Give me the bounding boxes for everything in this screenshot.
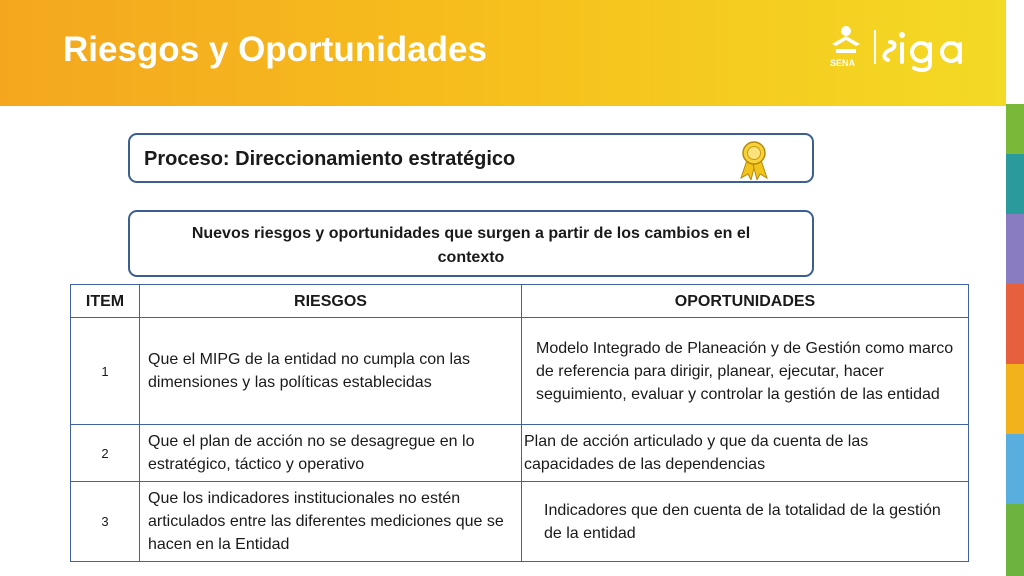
page-title: Riesgos y Oportunidades xyxy=(63,30,487,69)
header-riesgos: RIESGOS xyxy=(140,285,522,318)
decorative-side-stripe xyxy=(1006,0,1024,576)
header-bar xyxy=(0,0,1006,106)
process-title: Proceso: Direccionamiento estratégico xyxy=(144,148,516,170)
header-oportunidades: OPORTUNIDADES xyxy=(522,285,969,318)
row-item: 2 xyxy=(71,425,140,482)
svg-text:SENA: SENA xyxy=(830,58,856,68)
row-riesgo: Que los indicadores institucionales no estén articulados entre las diferentes mediciones que se hacen en la Entidad xyxy=(140,482,522,562)
row-riesgo: Que el plan de acción no se desagregue en lo estratégico, táctico y operativo xyxy=(140,425,522,482)
award-ribbon-icon xyxy=(737,140,771,180)
risks-opportunities-table xyxy=(70,284,969,562)
table-row xyxy=(71,425,969,482)
table-row xyxy=(71,482,969,562)
row-item: 1 xyxy=(71,318,140,425)
process-box xyxy=(128,133,814,183)
row-item: 3 xyxy=(71,482,140,562)
context-text: Nuevos riesgos y oportunidades que surgen a partir de los cambios en el contexto xyxy=(191,225,751,266)
table-row xyxy=(71,318,969,425)
sena-siga-logo-icon xyxy=(826,22,976,72)
row-oportunidad: Indicadores que den cuenta de la totalidad de la gestión de la entidad xyxy=(522,482,969,562)
row-oportunidad: Modelo Integrado de Planeación y de Gestión como marco de referencia para dirigir, planear, ejecutar, hacer seguimiento, evaluar y controlar la gestión de las entidad xyxy=(522,318,969,425)
context-box xyxy=(128,210,814,277)
table-header-row xyxy=(71,285,969,318)
header-item: ITEM xyxy=(71,285,140,318)
row-riesgo: Que el MIPG de la entidad no cumpla con las dimensiones y las políticas establecidas xyxy=(140,318,522,425)
row-oportunidad: Plan de acción articulado y que da cuenta de las capacidades de las dependencias xyxy=(522,425,969,482)
